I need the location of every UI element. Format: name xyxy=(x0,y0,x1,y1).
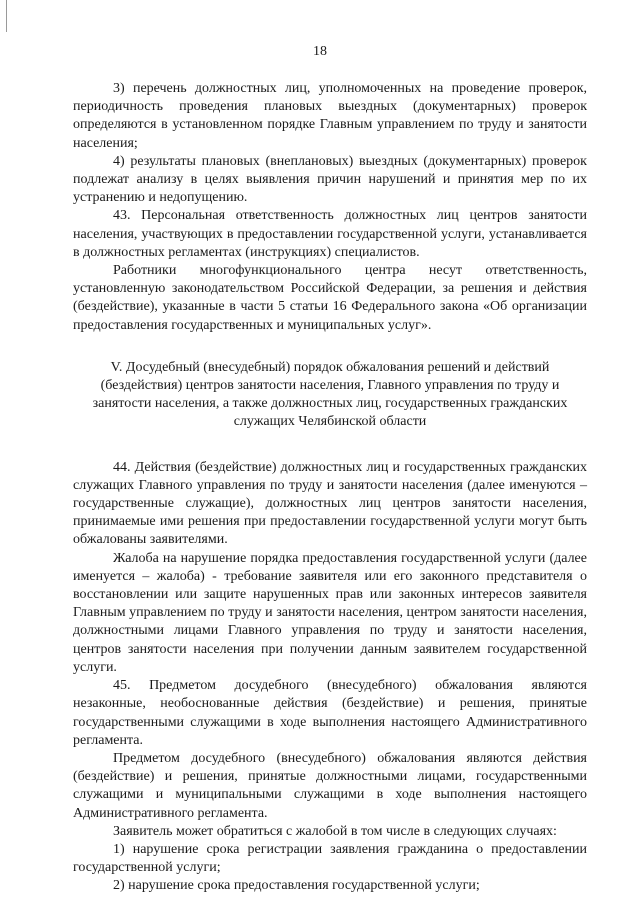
paragraph: Работники многофункционального центра несут ответственность, установленную законодательством Российской Федерации, за решения и действия (бездействие), указанные в части 5 статьи 16 Федерального закона «Об организации предоставления государственных и муниципальных услуг». xyxy=(73,263,587,333)
paragraph: Жалоба на нарушение порядка предоставления государственной услуги (далее именуется – жалоба) - требование заявителя или его законного представителя о восстановлении или защите нарушенных прав или законных интересов заявителя Главным управлением по труду и занятости населения, центром занятости населения, должностными лицами Главного управления по труду и занятости населения, центров занятости населения при получении данным заявителем государственной услуги. xyxy=(73,550,587,675)
paragraph: 2) нарушение срока предоставления государственной услуги; xyxy=(113,878,480,894)
paragraph: 3) перечень должностных лиц, уполномоченных на проведение проверок, периодичность проведения плановых выездных (документарных) проверок определяются в установленном порядке Главным управлением по труду и занятости населения; xyxy=(73,81,587,151)
paragraph: 45. Предметом досудебного (внесудебного) обжалования являются незаконные, необоснованные действия (бездействие) и решения, принятые государственными служащими в ходе выполнения настоящего Административного регламента. xyxy=(73,678,587,748)
scan-edge-line xyxy=(6,0,7,32)
paragraph: 44. Действия (бездействие) должностных лиц и государственных гражданских служащих Главного управления по труду и занятости населения (далее именуются – государственные служащие), должностных лиц центров занятости населения, принимаемые ими решения при предоставлении государственной услуги могут быть обжалованы заявителями. xyxy=(73,459,587,548)
paragraph: 43. Персональная ответственность должностных лиц центров занятости населения, участвующих в предоставлении государственной услуги, устанавливается в должностных регламентах (инструкциях) специалистов. xyxy=(73,208,587,260)
section-heading: V. Досудебный (внесудебный) порядок обжалования решений и действий (бездействия) центров занятости населения, Главного управления по труду и занятости населения, а также должностных лиц, государственных гражданских служащих Челябинской области xyxy=(92,359,568,430)
document-body xyxy=(73,80,587,896)
paragraph: Заявитель может обратиться с жалобой в том числе в следующих случаях: xyxy=(113,823,557,839)
paragraph: 4) результаты плановых (внеплановых) выездных (документарных) проверок подлежат анализу в целях выявления причин нарушений и принятия мер по их устранению и недопущению. xyxy=(73,153,587,206)
paragraph: Предметом досудебного (внесудебного) обжалования являются действия (бездействие) и решения, принятые должностными лицами, государственными служащими и муниципальными служащими в ходе выполнения настоящего Административного регламента. xyxy=(73,750,587,821)
page-number: 18 xyxy=(313,44,327,59)
paragraph: 1) нарушение срока регистрации заявления гражданина о предоставлении государственной услуги; xyxy=(73,841,587,876)
